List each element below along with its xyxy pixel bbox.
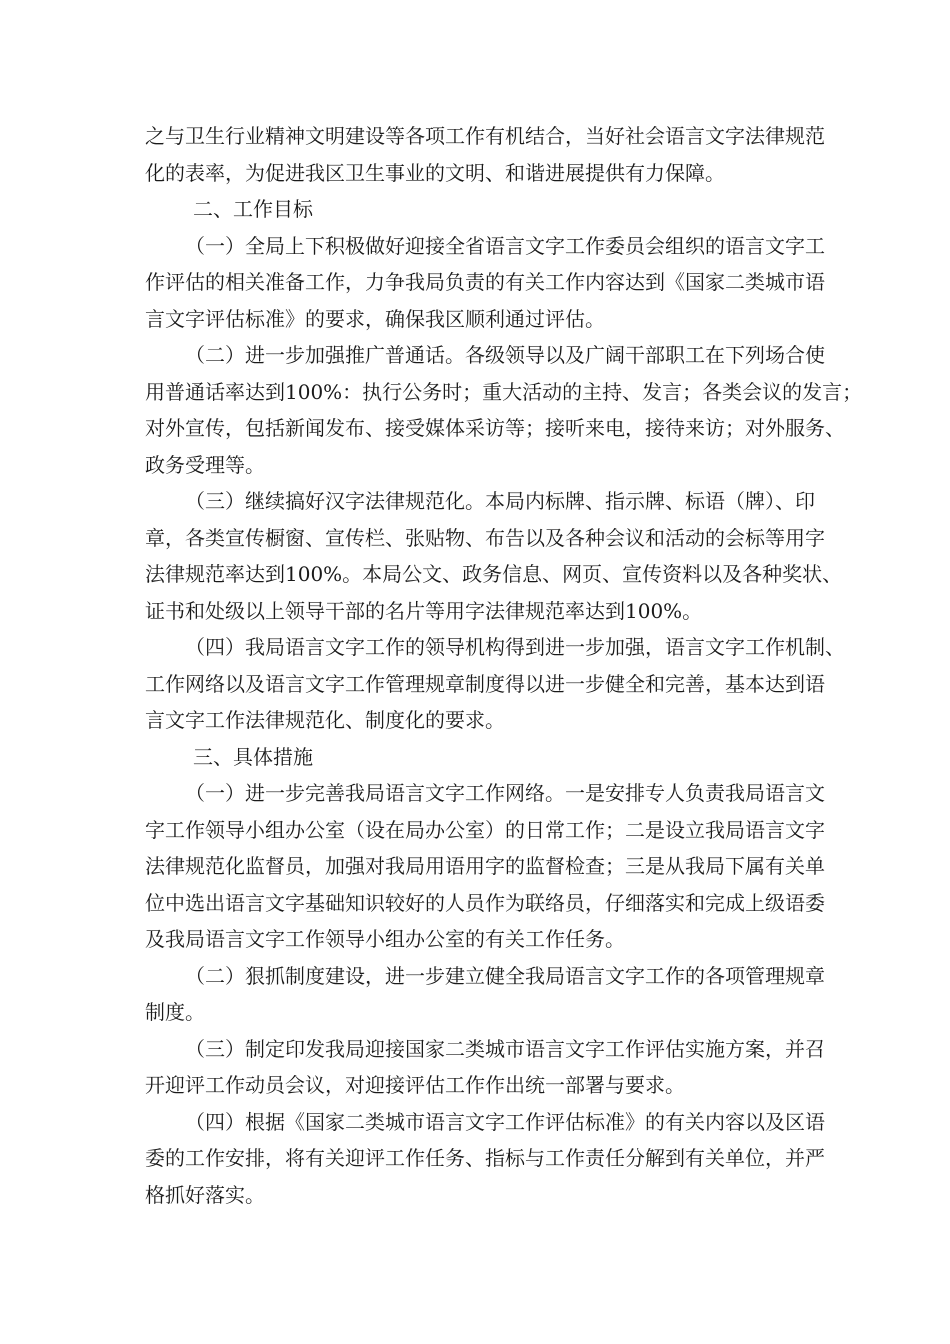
section-heading: 二、工作目标 [193,197,313,221]
text-line: 言文字工作法律规范化、制度化的要求。 [145,708,505,732]
text-line: 法律规范率达到100%。本局公文、政务信息、网页、宣传资料以及各种奖状、 [145,562,843,586]
text-line: 开迎评工作动员会议，对迎接评估工作作出统一部署与要求。 [145,1073,685,1097]
section-heading: 三、具体措施 [193,744,313,769]
text-line: 之与卫生行业精神文明建设等各项工作有机结合，当好社会语言文字法律规范 [145,124,825,148]
text-line: 制度。 [145,1000,205,1024]
text-line: 章，各类宣传橱窗、宣传栏、张贴物、布告以及各种会议和活动的会标等用字 [145,525,825,550]
text-line: （一）全局上下积极做好迎接全省语言文字工作委员会组织的语言文字工 [185,233,825,258]
text-line: 格抓好落实。 [145,1182,265,1207]
text-line: 字工作领导小组办公室（设在局办公室）的日常工作；二是设立我局语言文字 [145,817,825,842]
document-body [145,118,863,1213]
text-line: 作评估的相关准备工作，力争我局负责的有关工作内容达到《国家二类城市语 [145,270,825,294]
text-line: 证书和处级以上领导干部的名片等用字法律规范率达到100%。 [145,598,703,623]
text-line: （四）根据《国家二类城市语言文字工作评估标准》的有关内容以及区语 [185,1109,825,1134]
text-line: （三）制定印发我局迎接国家二类城市语言文字工作评估实施方案，并召 [185,1036,825,1061]
text-line: 化的表率，为促进我区卫生事业的文明、和谐进展提供有力保障。 [145,160,725,185]
text-line: （一）进一步完善我局语言文字工作网络。一是安排专人负责我局语言文 [185,781,825,805]
text-line: 法律规范化监督员，加强对我局用语用字的监督检查；三是从我局下属有关单 [145,854,825,878]
text-line: （三）继续搞好汉字法律规范化。本局内标牌、指示牌、标语（牌）、印 [185,489,815,513]
text-line: 对外宣传，包括新闻发布、接受媒体采访等；接听来电，接待来访；对外服务、 [145,416,845,440]
text-line: （二）进一步加强推广普通话。各级领导以及广阔干部职工在下列场合使 [185,343,825,367]
text-line: 委的工作安排，将有关迎评工作任务、指标与工作责任分解到有关单位，并严 [145,1146,825,1170]
text-line: （二）狠抓制度建设，进一步建立健全我局语言文字工作的各项管理规章 [185,963,825,988]
text-line: 位中选出语言文字基础知识较好的人员作为联络员，仔细落实和完成上级语委 [145,890,825,915]
text-line: 政务受理等。 [145,452,265,477]
text-line: （四）我局语言文字工作的领导机构得到进一步加强，语言文字工作机制、 [185,635,845,659]
text-line: 言文字评估标准》的要求，确保我区顺利通过评估。 [145,306,605,331]
text-line: 用普通话率达到100%：执行公务时；重大活动的主持、发言；各类会议的发言； [145,379,863,404]
text-line: 工作网络以及语言文字工作管理规章制度得以进一步健全和完善，基本达到语 [145,671,825,696]
text-line: 及我局语言文字工作领导小组办公室的有关工作任务。 [145,927,625,951]
